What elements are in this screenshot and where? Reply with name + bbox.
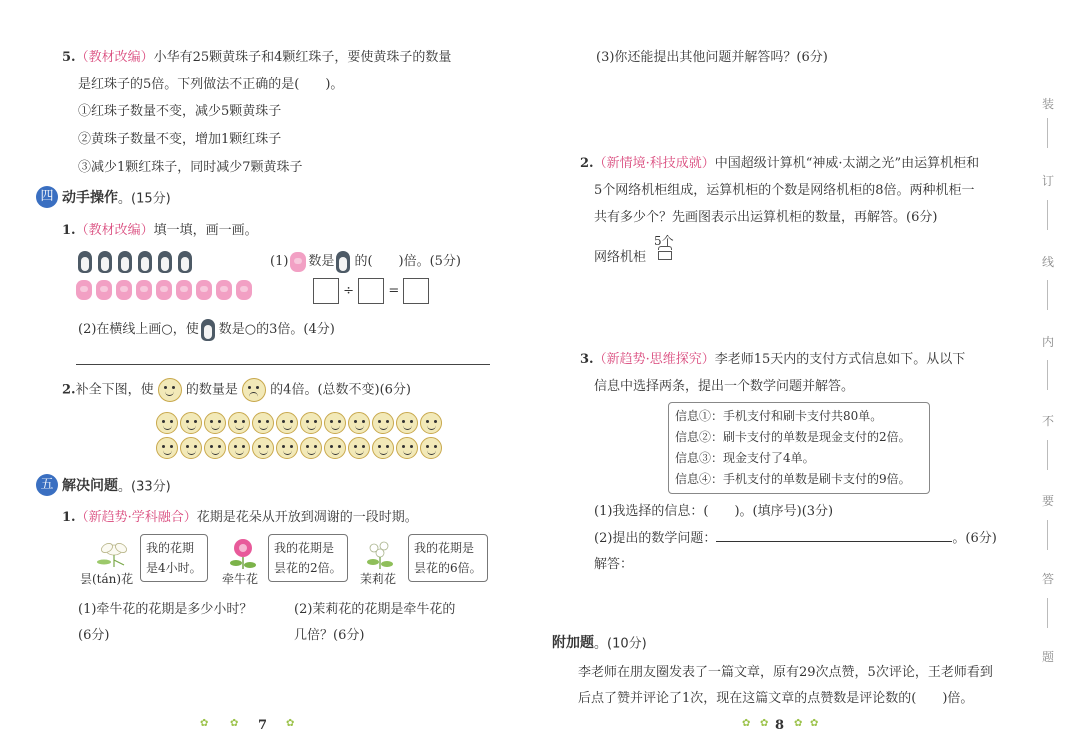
smiley-face-icon (300, 412, 322, 434)
penguin-icon (116, 251, 134, 273)
smiley-face-icon (300, 437, 322, 459)
bubble-line: 昙花的6倍。 (414, 561, 482, 575)
section-score: 。(33分) (118, 479, 171, 495)
drawing-line[interactable] (76, 364, 490, 365)
margin-dash (1047, 280, 1048, 310)
pig-icon (96, 280, 112, 300)
answer-label: 解答： (594, 557, 634, 572)
question-number: 2. (62, 382, 76, 398)
bar-label: 网络机柜 (594, 250, 647, 265)
smiley-face-icon (252, 412, 274, 434)
smiley-face-icon (372, 412, 394, 434)
question-text: 花期是花朵从开放到凋谢的一段时期。 (196, 510, 418, 525)
smiley-face-icon (180, 437, 202, 459)
margin-char: 答 (1042, 572, 1055, 586)
pig-icon (216, 280, 232, 300)
speech-bubble (140, 534, 208, 582)
question-text: 小华有25颗黄珠子和4颗红珠子，要使黄珠子的数量 (153, 50, 452, 65)
smiley-face-icon (372, 437, 394, 459)
margin-dash (1047, 440, 1048, 470)
smiley-face-icon (324, 437, 346, 459)
divide-sign: ÷ (343, 283, 355, 299)
bar-top-label: 5个 (654, 234, 674, 248)
smiley-face-icon (420, 412, 442, 434)
margin-char: 要 (1042, 494, 1055, 508)
answer-box[interactable] (403, 278, 429, 304)
s4-q1-part1 (270, 250, 461, 273)
smiley-face-icon (348, 412, 370, 434)
smiley-face-icon (228, 437, 250, 459)
question-tag: （教材改编） (75, 50, 154, 65)
pig-icon (236, 280, 252, 300)
smiley-face-icon (204, 437, 226, 459)
right-q3-line1 (580, 348, 965, 367)
question-tag: （新情境·科技成就） (593, 156, 715, 171)
s5-q1-sub2-line2: 几倍？(6分) (294, 628, 365, 643)
s4-q1-heading (62, 219, 258, 238)
flower-name: 昙(tán)花 (80, 572, 134, 586)
bubble-line: 是4小时。 (146, 561, 202, 575)
bar-brace (658, 246, 672, 250)
part-text: 数是○的3倍。(4分) (218, 322, 335, 337)
sprout-icon: ✿ (810, 718, 819, 729)
right-q3-part3: (3)你还能提出其他问题并解答吗？(6分) (596, 50, 828, 65)
section-five-header (36, 474, 171, 496)
info-box (668, 402, 930, 494)
sprout-icon: ✿ (286, 718, 295, 729)
equals-sign: = (388, 283, 400, 299)
left-q5-line2: 是红珠子的5倍。下列做法不正确的是( )。 (78, 77, 344, 92)
s5-q1-sub1-line1: (1)牵牛花的花期是多少小时？ (78, 602, 253, 617)
left-q5-option-2: ②黄珠子数量不变，增加1颗红珠子 (78, 132, 282, 147)
speech-bubble (268, 534, 348, 582)
pig-icon (156, 280, 172, 300)
page-number: 7 (258, 718, 268, 733)
morning-glory-flower-icon (226, 536, 260, 570)
smiley-face-icon (156, 412, 178, 434)
penguin-icon (96, 251, 114, 273)
penguin-icon (76, 251, 94, 273)
s4-q1-part2 (78, 318, 335, 341)
flower-name: 茉莉花 (360, 572, 397, 586)
jasmine-flower-icon (362, 538, 398, 570)
face-grid-row-2 (156, 437, 444, 459)
division-equation (313, 278, 429, 304)
section-number-badge: 五 (36, 474, 58, 496)
bubble-line: 昙花的2倍。 (274, 561, 342, 575)
question-number: 1. (62, 223, 76, 238)
sprout-icon: ✿ (760, 718, 769, 729)
question-tag: （教材改编） (75, 223, 154, 238)
answer-box[interactable] (313, 278, 339, 304)
s5-q1-sub1-line2: (6分) (78, 628, 110, 643)
penguin-icon (199, 319, 217, 341)
pig-icon (136, 280, 152, 300)
penguin-row (76, 251, 196, 277)
question-number: 1. (62, 510, 76, 525)
sprout-icon: ✿ (200, 718, 209, 729)
question-text: 填一填，画一画。 (153, 223, 258, 238)
info-item: 信息②：刷卡支付的单数是现金支付的2倍。 (675, 430, 911, 444)
penguin-icon (156, 251, 174, 273)
right-q3-sub1: (1)我选择的信息：( )。(填序号)(3分) (594, 504, 834, 519)
page-number: 8 (775, 718, 785, 733)
smiley-face-icon (252, 437, 274, 459)
smiley-face-icon (158, 378, 182, 402)
answer-line[interactable] (716, 530, 952, 542)
left-q5-option-3: ③减少1颗红珠子，同时减少7颗黄珠子 (78, 160, 303, 175)
question-text: 李老师15天内的支付方式信息如下。从以下 (714, 352, 966, 367)
pig-row (76, 280, 256, 304)
margin-dash (1047, 200, 1048, 230)
question-number: 2. (580, 156, 594, 171)
smiley-face-icon (420, 437, 442, 459)
info-item: 信息①：手机支付和刷卡支付共80单。 (675, 409, 883, 423)
question-text: 补全下图，使 (75, 382, 154, 398)
sub-label: (2)提出的数学问题： (594, 531, 717, 546)
flower-name: 牵牛花 (222, 572, 259, 586)
right-q2-line3: 共有多少个？先画图表示出运算机柜的数量，再解答。(6分) (594, 210, 938, 225)
question-number: 5. (62, 50, 76, 65)
section-number-badge: 四 (36, 186, 58, 208)
section-title: 解决问题 (62, 478, 118, 494)
question-text: 中国超级计算机“神威·太湖之光”由运算机柜和 (714, 156, 980, 171)
info-item: 信息③：现金支付了4单。 (675, 451, 815, 465)
question-text: 的数量是 (185, 382, 238, 398)
smiley-face-icon (276, 437, 298, 459)
margin-char: 内 (1042, 335, 1055, 349)
sprout-icon: ✿ (742, 718, 751, 729)
smiley-face-icon (180, 412, 202, 434)
smiley-face-icon (396, 412, 418, 434)
extra-score: 。(10分) (594, 636, 647, 652)
right-q2-line1 (580, 152, 979, 171)
part-text: (2)在横线上画○，使 (78, 322, 199, 337)
sprout-icon: ✿ (230, 718, 239, 729)
right-q2-line2: 5个网络机柜组成，运算机柜的个数是网络机柜的8倍。两种机柜一 (594, 183, 975, 198)
sad-face-icon (242, 378, 266, 402)
smiley-face-icon (204, 412, 226, 434)
pig-icon (196, 280, 212, 300)
margin-char: 线 (1042, 255, 1055, 269)
extra-title: 附加题 (552, 635, 594, 651)
extra-line2: 后点了赞并评论了1次，现在这篇文章的点赞数是评论数的( )倍。 (578, 691, 974, 706)
penguin-icon (334, 251, 352, 273)
face-grid-row-1 (156, 412, 444, 434)
part-text: 数是 (308, 254, 335, 269)
bubble-line: 我的花期是 (414, 541, 475, 555)
pig-icon (116, 280, 132, 300)
right-q3-sub2 (594, 527, 997, 546)
question-tag: （新趋势·学科融合） (75, 510, 197, 525)
pig-icon (76, 280, 92, 300)
question-tag: （新趋势·思维探究） (593, 352, 715, 367)
section-title: 动手操作 (62, 190, 118, 206)
s5-q1-heading (62, 506, 418, 525)
left-q5-option-1: ①红珠子数量不变，减少5颗黄珠子 (78, 104, 282, 119)
penguin-icon (176, 251, 194, 273)
pig-icon (290, 252, 306, 272)
margin-char: 不 (1042, 414, 1055, 428)
smiley-face-icon (396, 437, 418, 459)
part-label: (1) (270, 254, 289, 269)
bubble-line: 我的花期 (146, 541, 195, 555)
info-item: 信息④：手机支付的单数是刷卡支付的9倍。 (675, 472, 911, 486)
margin-dash (1047, 360, 1048, 390)
smiley-face-icon (156, 437, 178, 459)
s4-q2-heading (62, 378, 411, 402)
penguin-icon (136, 251, 154, 273)
margin-dash (1047, 520, 1048, 550)
margin-dash (1047, 118, 1048, 148)
section-four-header (36, 186, 171, 208)
smiley-face-icon (276, 412, 298, 434)
s5-q1-sub2-line1: (2)茉莉花的花期是牵牛花的 (294, 602, 456, 617)
margin-char: 订 (1042, 174, 1055, 188)
margin-char: 装 (1042, 97, 1055, 111)
speech-bubble (408, 534, 488, 582)
answer-box[interactable] (358, 278, 384, 304)
bubble-line: 我的花期是 (274, 541, 335, 555)
left-q5-line1 (62, 46, 451, 65)
extra-question-header (552, 632, 647, 652)
sub-score: 。(6分) (952, 531, 997, 546)
sprout-icon: ✿ (794, 718, 803, 729)
right-q3-line2: 信息中选择两条，提出一个数学问题并解答。 (594, 379, 855, 394)
smiley-face-icon (348, 437, 370, 459)
margin-dash (1047, 598, 1048, 628)
question-text: 的4倍。(总数不变)(6分) (270, 382, 412, 398)
part-text: 的( )倍。(5分) (354, 254, 461, 269)
smiley-face-icon (324, 412, 346, 434)
network-cabinet-bar (658, 251, 672, 260)
epiphyllum-flower-icon (94, 538, 134, 568)
extra-line1: 李老师在朋友圈发表了一篇文章，原有29次点赞，5次评论，王老师看到 (578, 665, 993, 680)
margin-char: 题 (1042, 650, 1055, 664)
pig-icon (176, 280, 192, 300)
smiley-face-icon (228, 412, 250, 434)
section-score: 。(15分) (118, 191, 171, 207)
question-number: 3. (580, 352, 594, 367)
